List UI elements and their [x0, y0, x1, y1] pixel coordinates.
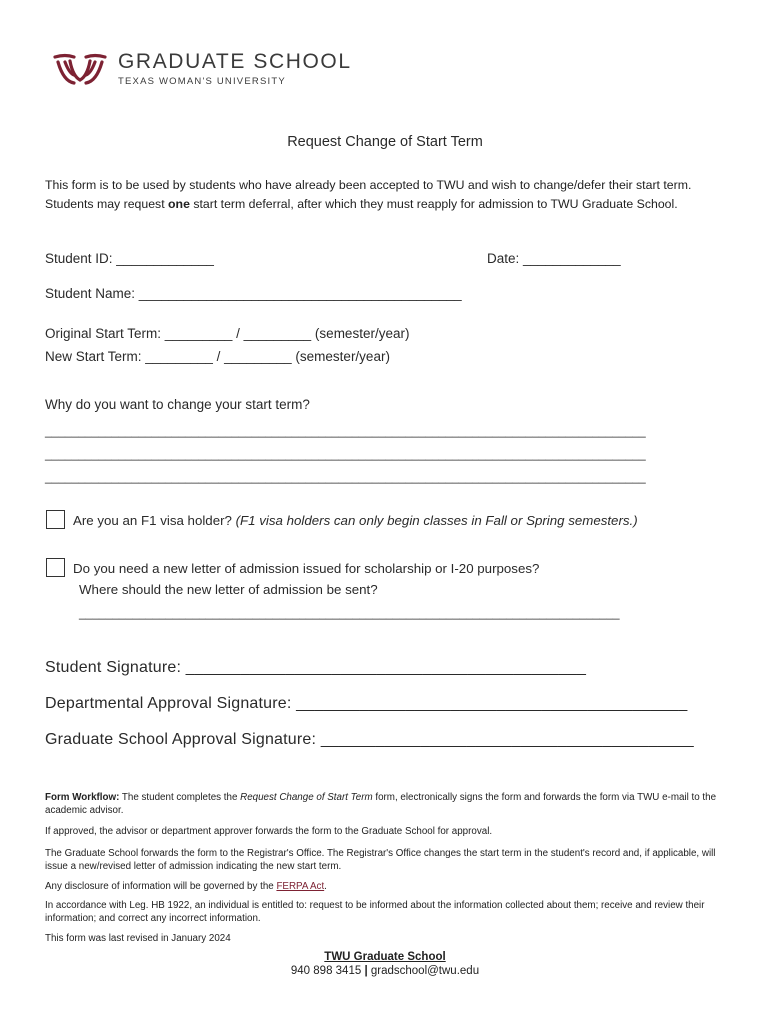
- letter-destination-question: Where should the new letter of admission be sent?: [79, 582, 378, 597]
- footer-phone: 940 898 3415: [290, 965, 362, 977]
- approval-note: If approved, the advisor or department approver forwards the form to the Graduate School for approval.: [45, 826, 493, 837]
- ferpa-link[interactable]: FERPA Act: [276, 881, 325, 892]
- ferpa-text-2: .: [324, 881, 327, 892]
- workflow-text-2: form, electronically signs the form and forwards the form via TWU e-mail to the academic advisor.: [45, 792, 717, 816]
- workflow-label: Form Workflow:: [45, 792, 120, 803]
- registrar-note: The Graduate School forwards the form to the Registrar's Office. The Registrar's Office changes the start term in the student's record and, if applicable, will issue a new/revised letter of admission indicating the new start term.: [45, 848, 716, 872]
- f1-visa-note: (F1 visa holders can only begin classes in Fall or Spring semesters.): [235, 513, 638, 528]
- twu-logo-icon: [52, 52, 108, 91]
- workflow-text-1: The student completes the: [119, 792, 241, 803]
- revision-note: This form was last revised in January 2024: [45, 933, 231, 944]
- ferpa-text-1: Any disclosure of information will be governed by the: [45, 881, 277, 892]
- intro-text-2: start term deferral, after which they must reapply for admission to TWU Graduate School.: [189, 196, 678, 211]
- footer-title: TWU Graduate School: [324, 951, 446, 963]
- date-field[interactable]: Date: _____________: [487, 251, 621, 266]
- f1-visa-question: [73, 513, 638, 528]
- new-start-term-field[interactable]: New Start Term: _________ / _________ (semester/year): [45, 349, 390, 364]
- footer-name: [0, 951, 770, 963]
- workflow-form-name: Request Change of Start Term: [240, 792, 373, 803]
- f1-visa-label: Are you an F1 visa holder?: [73, 513, 232, 528]
- page-title: Request Change of Start Term: [287, 134, 483, 150]
- reason-line-1[interactable]: __________________________________________________________________________________________: [45, 424, 646, 438]
- department-signature-field[interactable]: Departmental Approval Signature: ___________________________________________: [45, 695, 688, 712]
- student-signature-field[interactable]: Student Signature: ____________________________________________: [45, 659, 587, 676]
- reason-line-3[interactable]: __________________________________________________________________________________________: [45, 470, 646, 484]
- workflow-note: [45, 791, 725, 817]
- reason-question: Why do you want to change your start term?: [45, 397, 310, 412]
- letter-destination-field[interactable]: _________________________________________________________________________________: [79, 606, 620, 620]
- reason-line-2[interactable]: __________________________________________________________________________________________: [45, 447, 646, 461]
- student-id-field[interactable]: Student ID: _____________: [45, 251, 214, 266]
- brand-subtitle: TEXAS WOMAN'S UNIVERSITY: [118, 76, 286, 87]
- brand-title: GRADUATE SCHOOL: [118, 50, 352, 73]
- intro-text-1: This form is to be used by students who have already been accepted to TWU and wish to change/defer their start term. Students may request: [45, 178, 692, 211]
- graduate-school-signature-field[interactable]: Graduate School Approval Signature: _________________________________________: [45, 731, 694, 748]
- intro-paragraph: [45, 176, 725, 213]
- ferpa-note: [45, 880, 725, 893]
- new-letter-checkbox[interactable]: [46, 558, 65, 577]
- original-start-term-field[interactable]: Original Start Term: _________ / _________ (semester/year): [45, 326, 410, 341]
- footer-contact: [0, 965, 770, 977]
- new-letter-question: Do you need a new letter of admission issued for scholarship or I-20 purposes?: [73, 561, 540, 576]
- f1-visa-checkbox[interactable]: [46, 510, 65, 529]
- brand-block: [118, 50, 352, 87]
- hb1922-note: In accordance with Leg. HB 1922, an individual is entitled to: request to be informed about the information collected about them; receive and review their information; and correct any incorrect information.: [45, 900, 705, 924]
- student-name-field[interactable]: Student Name: ___________________________________________: [45, 286, 462, 301]
- footer-separator: |: [364, 965, 368, 977]
- intro-bold: one: [168, 196, 190, 211]
- footer-email[interactable]: gradschool@twu.edu: [370, 965, 480, 977]
